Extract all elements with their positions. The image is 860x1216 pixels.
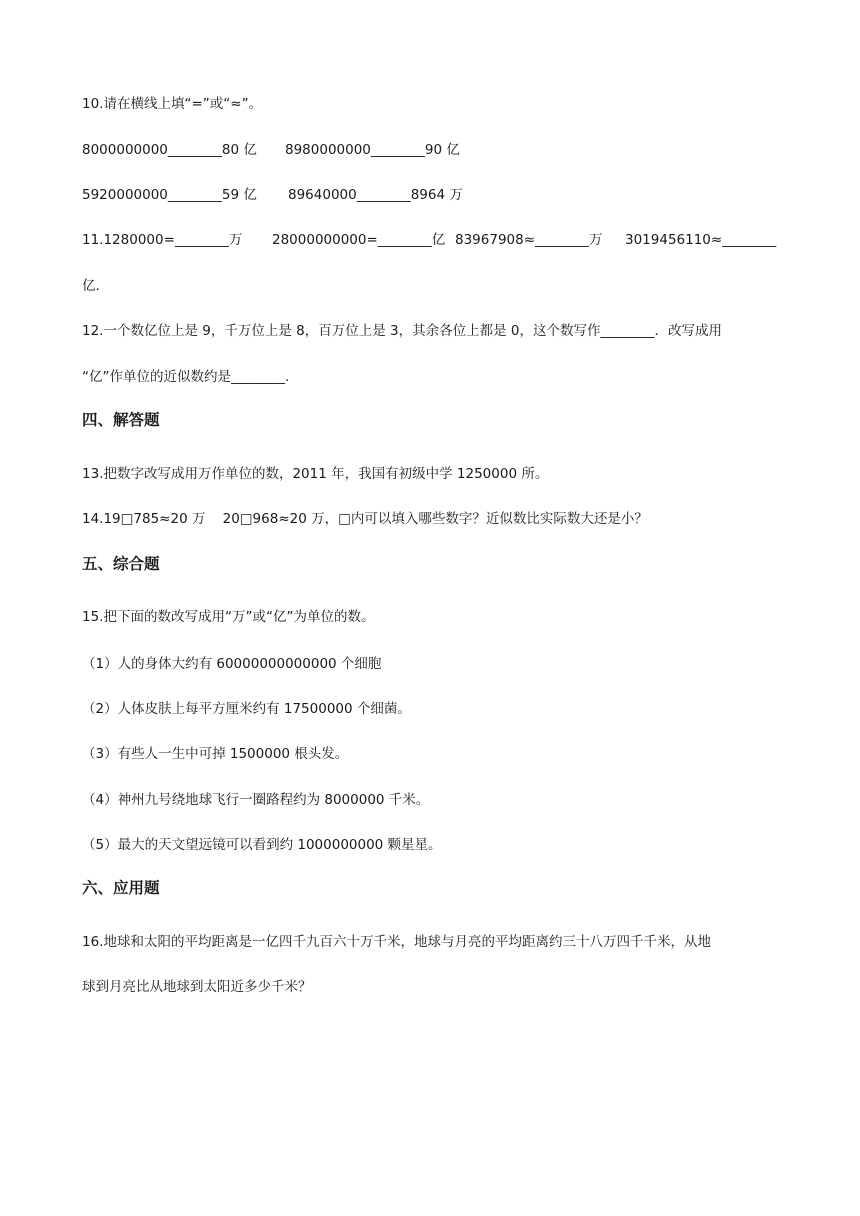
q15-item-2: （2）人体皮肤上每平方厘米约有 17500000 个细菌。 xyxy=(82,701,411,717)
section-4-heading: 四、解答题 xyxy=(82,411,160,429)
q10-row1-a: 8000000000________80 亿 xyxy=(82,142,257,158)
q15-item-3: （3）有些人一生中可掉 1500000 根头发。 xyxy=(82,746,349,762)
q11-part-d: 3019456110≈________ xyxy=(625,232,777,248)
q10-row-1 xyxy=(82,140,782,160)
q10-row-2 xyxy=(82,185,782,205)
q16-line-1: 16.地球和太阳的平均距离是一亿四千九百六十万千米，地球与月亮的平均距离约三十八万四千千米，从地 xyxy=(82,934,711,950)
q13-text: 13.把数字改写成用万作单位的数，2011 年，我国有初级中学 1250000 所。 xyxy=(82,466,549,482)
q10-row2-a: 5920000000________59 亿 xyxy=(82,187,257,203)
q10-row2-b: 89640000________8964 万 xyxy=(288,187,463,203)
q12-line-1: 12.一个数亿位上是 9，千万位上是 8，百万位上是 3，其余各位上都是 0，这个数写作________．改写成用 xyxy=(82,323,722,339)
q11-row xyxy=(82,230,782,250)
q15-title: 15.把下面的数改写成用“万”或“亿”为单位的数。 xyxy=(82,609,375,625)
q11-part-b: 28000000000=________亿 xyxy=(272,232,446,248)
q11-tail: 亿. xyxy=(82,278,100,294)
q12-line-2: “亿”作单位的近似数约是________. xyxy=(82,369,290,385)
q15-item-5: （5）最大的天文望远镜可以看到约 1000000000 颗星星。 xyxy=(82,837,442,853)
q11-part-c: 83967908≈________万 xyxy=(455,232,603,248)
q15-item-4: （4）神州九号绕地球飞行一圈路程约为 8000000 千米。 xyxy=(82,792,430,808)
q15-item-1: （1）人的身体大约有 60000000000000 个细胞 xyxy=(82,656,382,672)
q10-row1-b: 8980000000________90 亿 xyxy=(285,142,460,158)
q11-part-a: 11.1280000=________万 xyxy=(82,232,243,248)
section-6-heading: 六、应用题 xyxy=(82,879,160,897)
q10-title: 10.请在横线上填“=”或“≈”。 xyxy=(82,96,263,112)
section-5-heading: 五、综合题 xyxy=(82,555,160,573)
q16-line-2: 球到月亮比从地球到太阳近多少千米？ xyxy=(82,979,312,995)
q14-text: 14.19□785≈20 万 20□968≈20 万，□内可以填入哪些数字？近似数比实际数大还是小？ xyxy=(82,511,648,527)
